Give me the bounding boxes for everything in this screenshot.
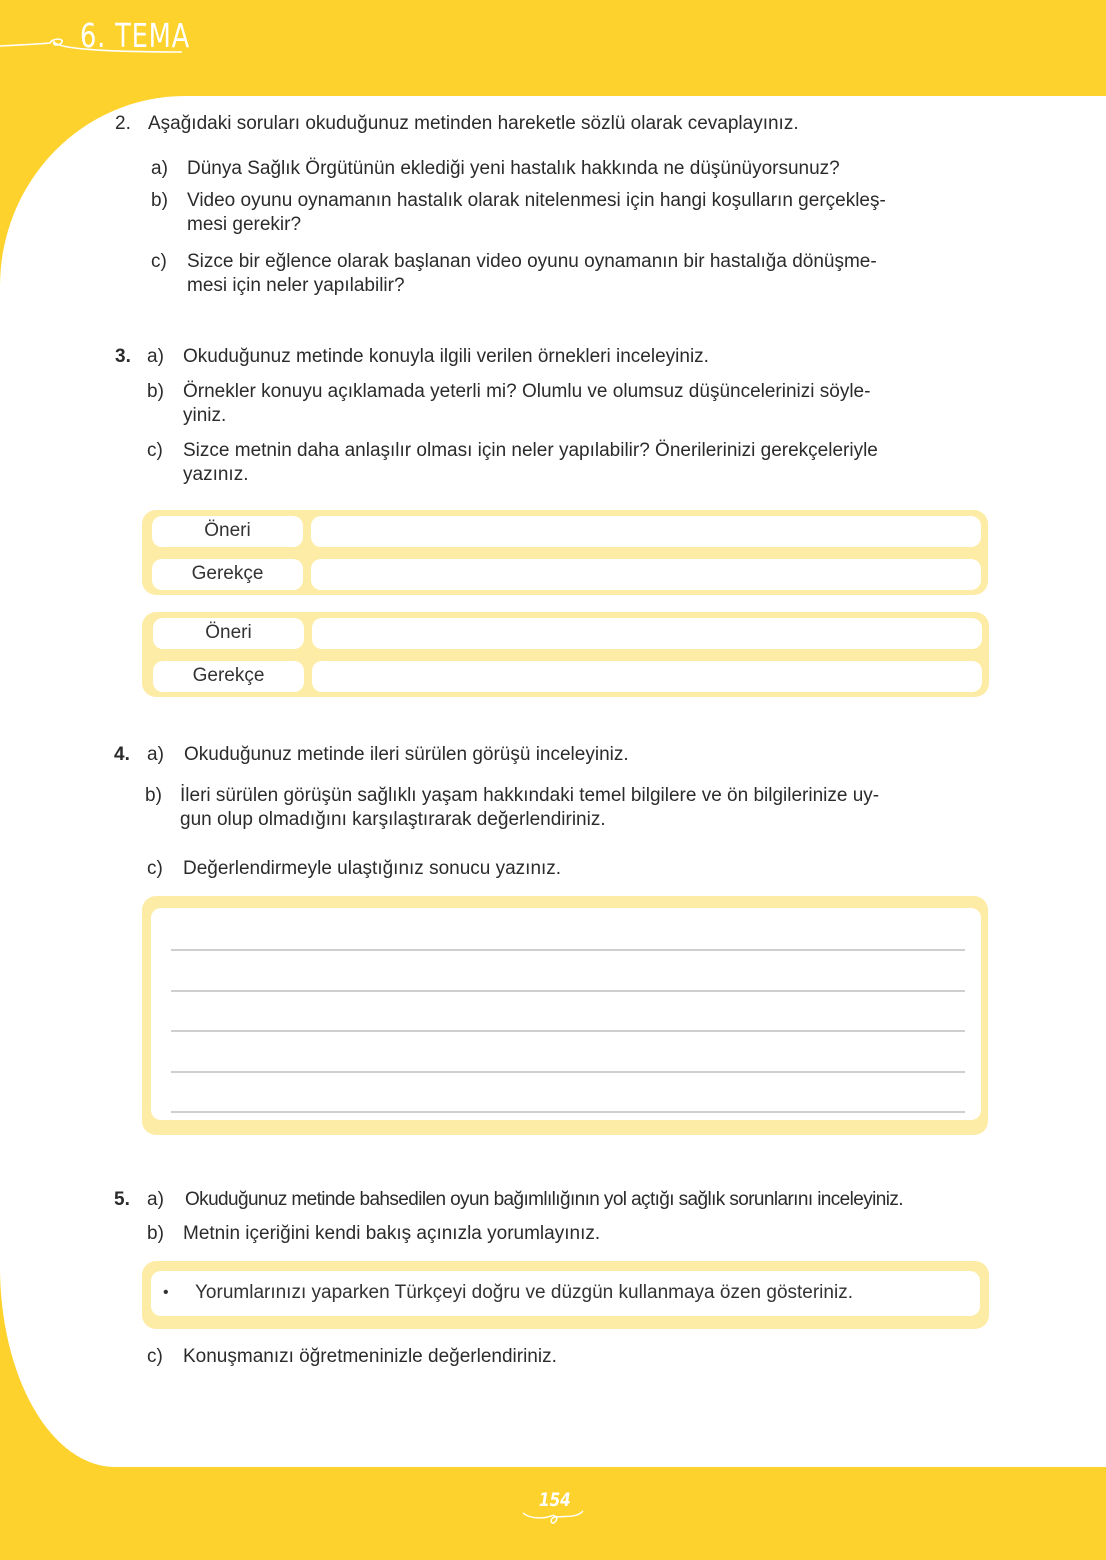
- item-text: Okuduğunuz metinde konuyla ilgili verilen örnekleri inceleyiniz.: [183, 346, 709, 367]
- item-label: c): [147, 1346, 163, 1367]
- bullet-icon: •: [163, 1284, 169, 1301]
- gerekce-input[interactable]: [311, 559, 981, 590]
- oneri-label: Öneri: [152, 516, 303, 547]
- item-label: a): [147, 1189, 164, 1210]
- gerekce-label: Gerekçe: [152, 559, 303, 590]
- question-prompt: Aşağıdaki soruları okuduğunuz metinden hareketle sözlü olarak cevaplayınız.: [148, 113, 799, 134]
- oneri-input[interactable]: [311, 516, 981, 547]
- oneri-label: Öneri: [153, 618, 304, 649]
- item-label: b): [147, 381, 164, 402]
- item-text: Konuşmanızı öğretmeninizle değerlendiriniz.: [183, 1346, 557, 1367]
- item-text: Sizce bir eğlence olarak başlanan video oyunu oynamanın bir hastalığa dönüşme- mesi için neler yapılabilir?: [187, 251, 877, 296]
- question-number: 3.: [115, 346, 131, 367]
- item-text: Video oyunu oynamanın hastalık olarak nitelenmesi için hangi koşulların gerçekleş- mesi gerekir?: [187, 190, 886, 235]
- item-text: Metnin içeriğini kendi bakış açınızla yorumlayınız.: [183, 1223, 601, 1244]
- item-text: Örnekler konuyu açıklamada yeterli mi? Olumlu ve olumsuz düşüncelerinizi söyle- yiniz.: [183, 381, 871, 426]
- item-label: a): [147, 346, 164, 367]
- answer-line: [171, 990, 965, 992]
- item-label: c): [151, 251, 167, 272]
- answer-writing-area[interactable]: [151, 908, 981, 1120]
- item-label: a): [147, 744, 164, 765]
- item-text: Dünya Sağlık Örgütünün eklediği yeni hastalık hakkında ne düşünüyorsunuz?: [187, 158, 840, 179]
- item-label: c): [147, 858, 163, 879]
- page-number: 154: [539, 1489, 571, 1511]
- answer-line: [171, 949, 965, 951]
- item-text: Değerlendirmeyle ulaştığınız sonucu yazınız.: [183, 858, 562, 879]
- item-text: Okuduğunuz metinde bahsedilen oyun bağımlılığının yol açtığı sağlık sorunlarını inceleyiniz.: [185, 1189, 903, 1210]
- note-inner: [151, 1271, 980, 1316]
- question-number: 5.: [114, 1189, 130, 1210]
- item-label: a): [151, 158, 168, 179]
- item-label: c): [147, 440, 163, 461]
- gerekce-input[interactable]: [312, 661, 982, 692]
- item-text: Okuduğunuz metinde ileri sürülen görüşü inceleyiniz.: [184, 744, 629, 765]
- answer-line: [171, 1111, 965, 1113]
- item-label: b): [145, 785, 162, 806]
- question-number: 2.: [115, 113, 131, 134]
- item-label: b): [147, 1223, 164, 1244]
- answer-line: [171, 1071, 965, 1073]
- item-text: Sizce metnin daha anlaşılır olması için neler yapılabilir? Önerilerinizi gerekçeleriyle yazınız.: [183, 440, 878, 485]
- question-number: 4.: [114, 744, 130, 765]
- gerekce-label: Gerekçe: [153, 661, 304, 692]
- oneri-input[interactable]: [312, 618, 982, 649]
- item-text: İleri sürülen görüşün sağlıklı yaşam hakkındaki temel bilgilere ve ön bilgilerinize uy- gun olup olmadığını karşılaştırarak değerlendiriniz.: [180, 785, 880, 830]
- item-label: b): [151, 190, 168, 211]
- theme-title: 6. TEMA: [80, 16, 191, 55]
- answer-line: [171, 1030, 965, 1032]
- note-text: Yorumlarınızı yaparken Türkçeyi doğru ve düzgün kullanmaya özen gösteriniz.: [195, 1282, 853, 1303]
- page-swirl-icon: [521, 1510, 585, 1532]
